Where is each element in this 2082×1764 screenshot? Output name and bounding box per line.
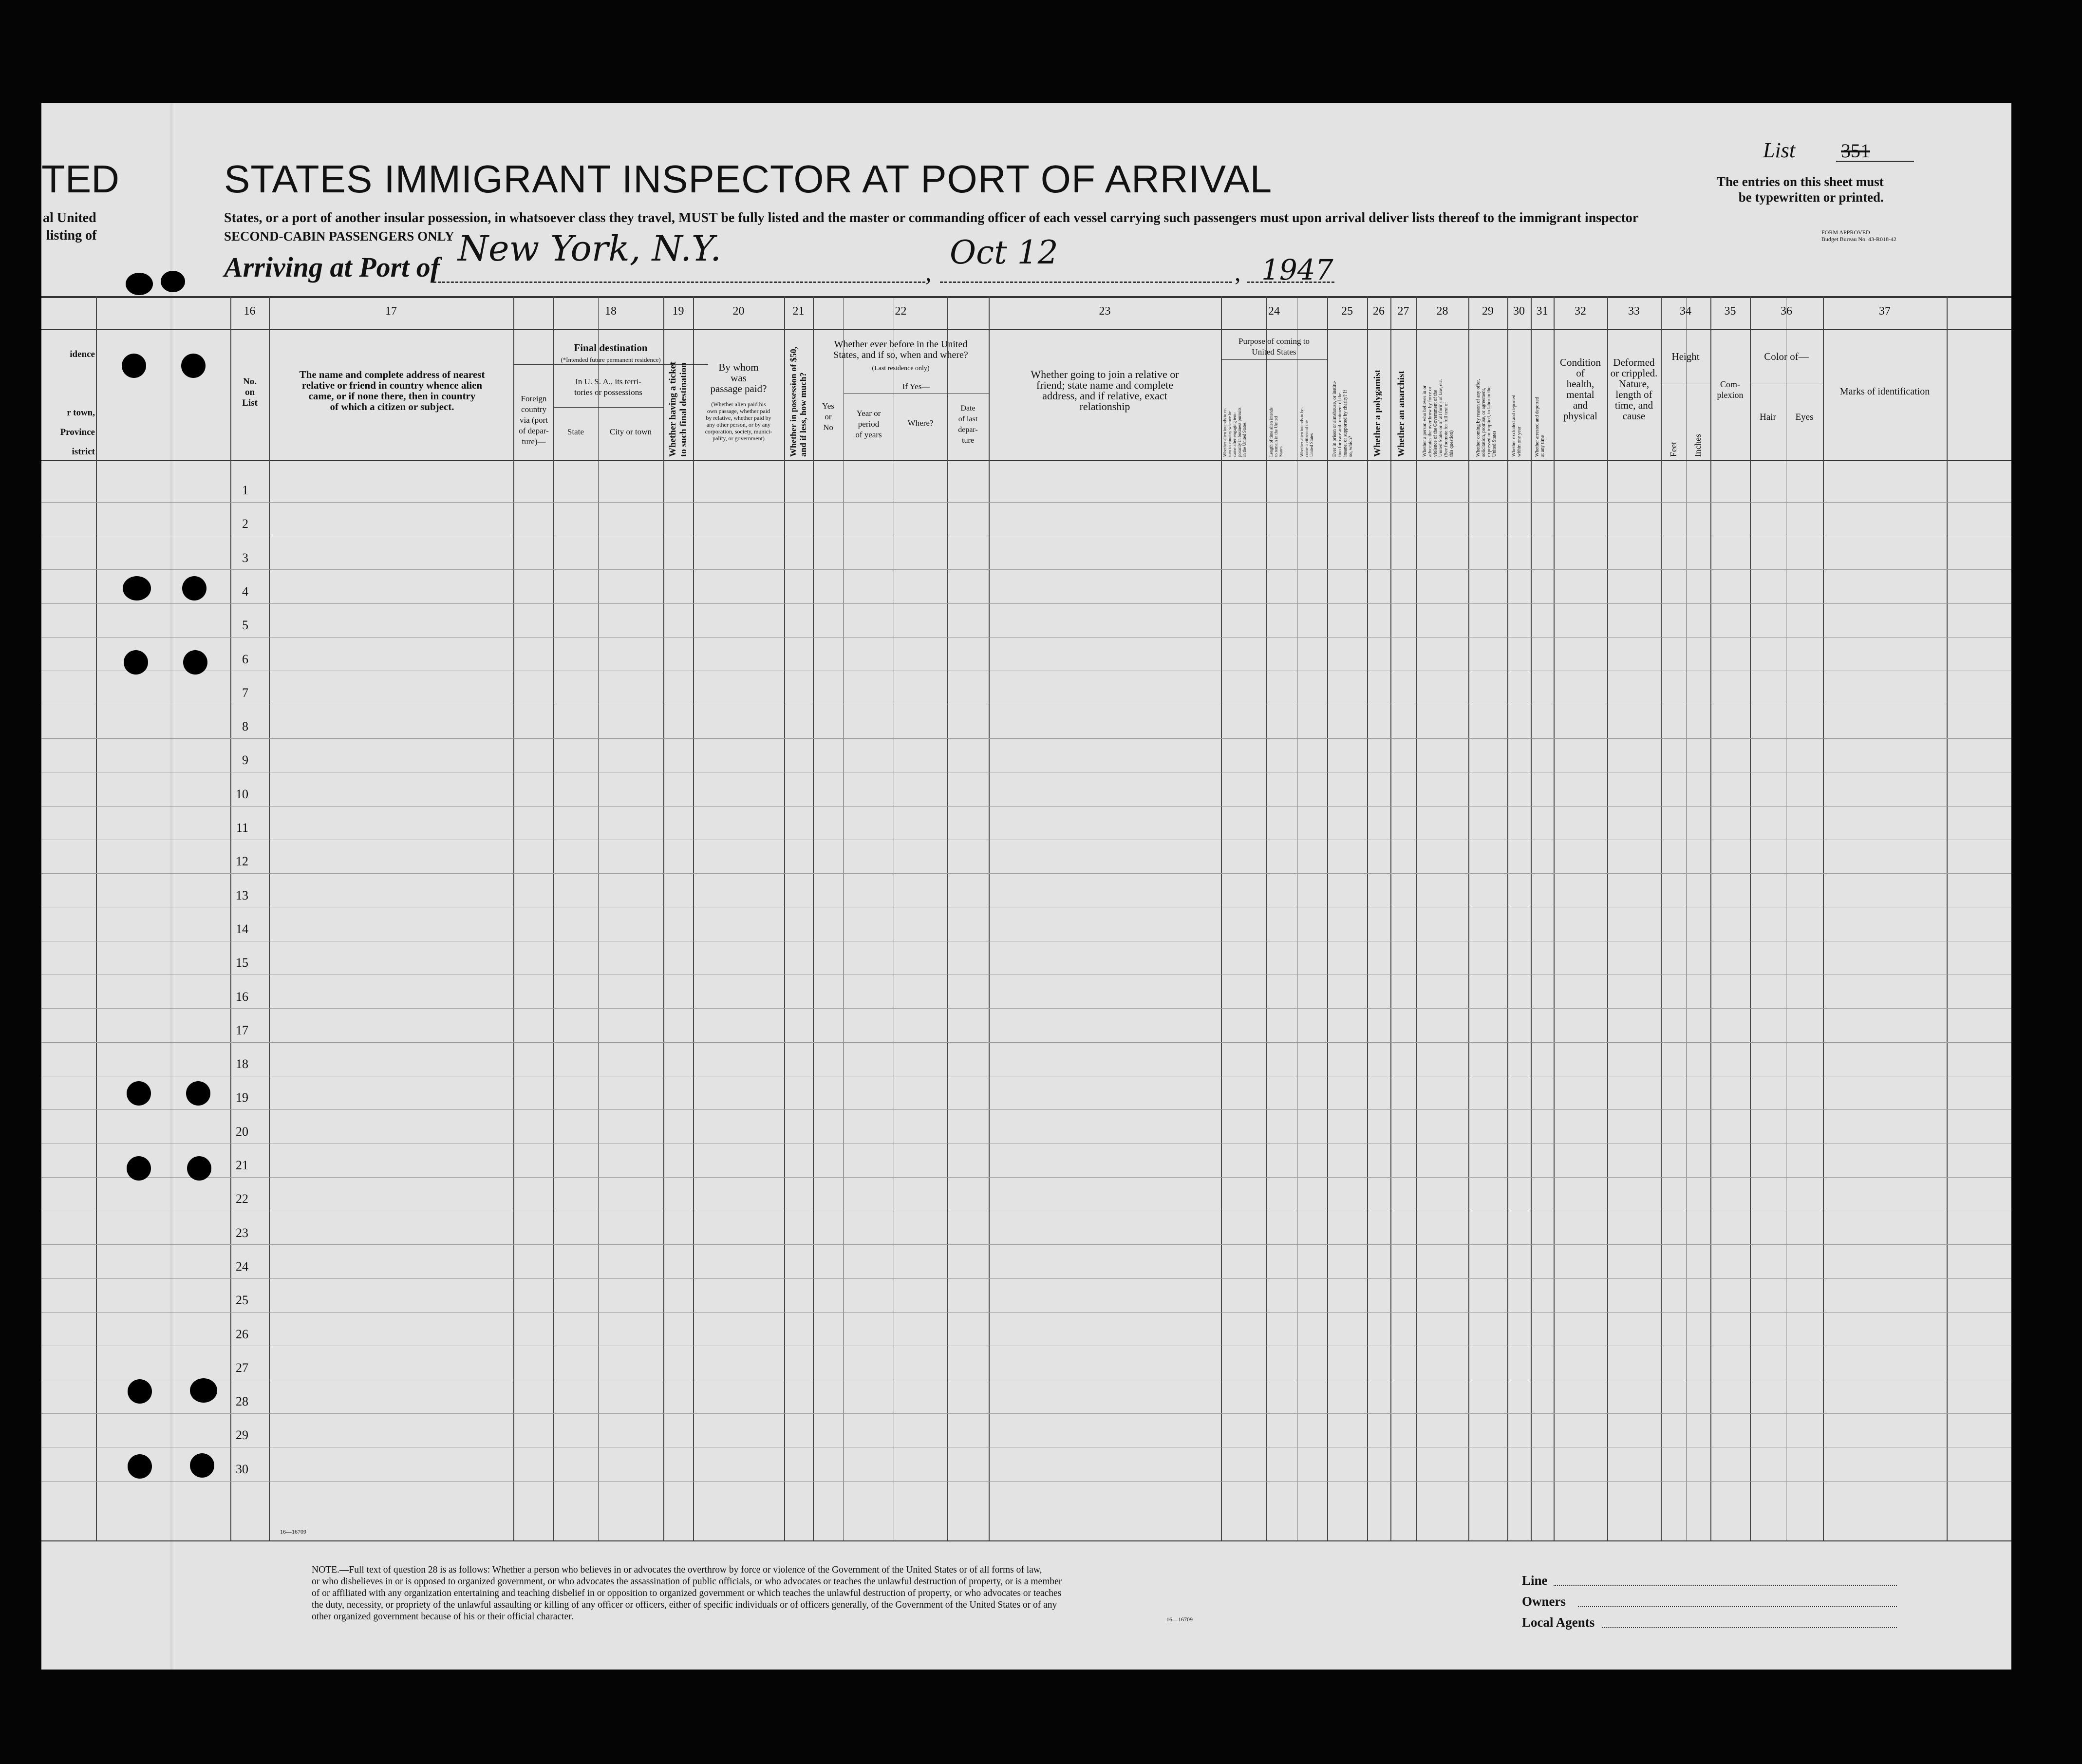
comma-separator: , (1235, 259, 1241, 286)
owners-label: Owners (1522, 1594, 1566, 1609)
money-header: Whether in possession of $50, and if less, how much? (788, 346, 808, 457)
question-28-footnote: NOTE.—Full text of question 28 is as follows: Whether a person who believes in or advocates the overthrow by force or violence of the Government of the United States or of all forms of law, or who disbelieves in or is opposed to organized government, or who advocates the assassination of public officials, or who advocates or teaches the unlawful destruction of property, or is a member of or affiliated with any organization entertaining and teaching disbelief in or opposition to organized government or which teaches the unlawful destruction of property, or who advocates or teaches the duty, necessity, or propriety of the unlawful assaulting or killing of any officer or officers, either of specific individuals or of officers generally, of the Government of the United States or of any other organized government because of his or their official character. (312, 1565, 1062, 1622)
col-line (1468, 296, 1469, 1540)
row-number: 27 (236, 1360, 248, 1375)
table-row (41, 1177, 2011, 1178)
form-number: 16—16709 (1166, 1616, 1193, 1623)
punch-hole (161, 271, 185, 292)
col-line (1661, 296, 1662, 1540)
punch-hole (182, 576, 206, 601)
previous-visit-header: Whether ever before in the United States, and if so, when and where? (833, 339, 968, 360)
column-number: 27 (1397, 305, 1409, 318)
passage-paid-header: By whom was passage paid? (710, 361, 767, 394)
complexion-header: Com- plexion (1717, 379, 1744, 400)
arrested-header: Whether arrested and deported at any time (1535, 397, 1545, 457)
col-line (1327, 296, 1328, 1540)
page-subtitle: States, or a port of another insular possession, in whatsoever class they travel, MUST be fully listed and the master or commanding officer of each vessel carrying such passengers must upon arrival deliver lists thereof to the immigrant inspector (224, 210, 1639, 225)
punch-hole (190, 1378, 217, 1403)
column-number: 31 (1536, 305, 1548, 318)
row-number: 5 (242, 618, 248, 633)
eyes-header: Eyes (1795, 412, 1814, 422)
col-line (1416, 296, 1417, 1540)
usa-territories-header: In U. S. A., its terri- tories or possessions (574, 377, 642, 397)
row-number: 3 (242, 550, 248, 565)
header-subline (1221, 359, 1327, 360)
column-number: 25 (1341, 305, 1353, 318)
column-number: 24 (1268, 305, 1280, 318)
header-bottom-border (41, 460, 2011, 461)
manifest-table (41, 296, 2011, 1540)
yes-no-header: Yes or No (822, 401, 834, 432)
column-number: 19 (672, 305, 684, 318)
column-number: 26 (1373, 305, 1385, 318)
passage-paid-subheader: (Whether alien paid his own passage, whether paid by relative, whether paid by any other person, or by any corporation, society, munici- pality, or government) (705, 401, 772, 442)
where-header: Where? (907, 418, 934, 428)
purpose-header: Purpose of coming to United States (1238, 337, 1310, 357)
table-row (41, 1278, 2011, 1279)
table-row (41, 569, 2011, 570)
column-number: 20 (732, 305, 745, 318)
col-line (1221, 296, 1222, 1540)
column-number-row-border (41, 329, 2011, 330)
column-number: 34 (1680, 305, 1691, 318)
row-number: 14 (236, 921, 248, 936)
row-number: 17 (236, 1023, 248, 1037)
cropped-title-fragment: TED (41, 157, 119, 201)
row-number: 18 (236, 1057, 248, 1071)
table-row (41, 873, 2011, 874)
col-line (947, 296, 948, 1540)
form-approved-note: FORM APPROVED Budget Bureau No. 43-R018-42 (1821, 229, 1896, 243)
row-number: 30 (236, 1462, 248, 1476)
table-bottom-border (41, 1540, 2011, 1541)
color-of-header: Color of— (1764, 351, 1809, 362)
prison-header: Ever in prison or almshouse, or institu- tion for care and treatment of the insane, or supported by charity? If so, which? (1332, 380, 1353, 457)
port-underline (433, 281, 925, 283)
hair-header: Hair (1760, 412, 1776, 422)
column-number: 35 (1724, 305, 1736, 318)
purpose-length-header: Length of time alien intends to remain in the United States (1269, 407, 1283, 457)
table-row (41, 1244, 2011, 1245)
agents-signature-line (1602, 1627, 1897, 1628)
col-line (1507, 296, 1508, 1540)
final-destination-subheader: (*Intended future permanent residence) (561, 356, 661, 363)
row-number: 26 (236, 1327, 248, 1341)
row-number: 21 (236, 1158, 248, 1172)
marks-identification-header: Marks of identification (1839, 386, 1930, 397)
row-number: 10 (236, 787, 248, 801)
row-number: 13 (236, 888, 248, 902)
anarchist-header: Whether an anarchist (1396, 371, 1407, 457)
list-number: 351 (1841, 140, 1870, 162)
table-row (41, 502, 2011, 503)
col-line (1554, 296, 1555, 1540)
punch-hole (122, 354, 146, 378)
table-row (41, 1481, 2011, 1482)
row-number: 12 (236, 854, 248, 869)
page-title: STATES IMMIGRANT INSPECTOR AT PORT OF ARRIVAL (224, 157, 1273, 201)
overthrow-header: Whether a person who believes in or advocates the overthrow by force or violence of the Government of the United States or of all forms of law, etc. (See footnote for full text of this question) (1422, 379, 1454, 457)
column-number: 29 (1482, 305, 1494, 318)
col-line (1266, 296, 1267, 1540)
table-row (41, 1042, 2011, 1043)
col-line (784, 296, 785, 1540)
column-number: 18 (605, 305, 617, 318)
year-value: 1947 (1261, 253, 1333, 286)
line-label: Line (1522, 1573, 1548, 1588)
row-number: 4 (242, 584, 248, 599)
row-number: 29 (236, 1428, 248, 1443)
row-number: 16 (236, 989, 248, 1004)
column-number: 37 (1879, 305, 1891, 318)
row-number: 22 (236, 1192, 248, 1206)
col-line (1750, 296, 1751, 1540)
column-number: 36 (1781, 305, 1792, 318)
form-number: 16—16709 (280, 1528, 306, 1535)
punch-hole (183, 650, 207, 675)
table-row (41, 1413, 2011, 1414)
row-number: 9 (242, 753, 248, 768)
column-number: 30 (1513, 305, 1525, 318)
list-number-header: No. on List (242, 376, 258, 408)
column-number: 32 (1575, 305, 1586, 318)
col-line (553, 296, 554, 1540)
col-line (513, 296, 514, 1540)
join-relative-header: Whether going to join a relative or friend; state name and complete address, and if relative, exact relationship (1031, 368, 1179, 413)
date-value: Oct 12 (950, 234, 1058, 271)
owners-signature-line (1578, 1606, 1897, 1607)
col-line (693, 296, 694, 1540)
column-number: 33 (1628, 305, 1640, 318)
table-row (41, 637, 2011, 638)
punch-hole (181, 354, 206, 378)
row-number: 24 (236, 1259, 248, 1274)
city-header: City or town (610, 427, 652, 436)
nearest-relative-header: The name and complete address of nearest relative or friend in country whence alien came, or if none there, then in country of which a citizen or subject. (299, 369, 485, 413)
punch-hole (128, 1454, 152, 1479)
health-header: Condition of health, mental and physical (1559, 357, 1601, 422)
col-line (1390, 296, 1391, 1540)
col-line (989, 296, 990, 1540)
column-number: 17 (385, 305, 397, 318)
year-period-header: Year or period of years (855, 409, 882, 439)
column-number: 16 (244, 305, 256, 318)
punch-hole (124, 650, 148, 675)
table-row (41, 1312, 2011, 1313)
if-yes-header: If Yes— (902, 382, 930, 391)
table-row (41, 603, 2011, 604)
entries-note: The entries on this sheet must be typewritten or printed. (1717, 174, 1884, 205)
row-number: 1 (242, 483, 248, 497)
deformed-header: Deformed or crippled. Nature, length of time, and cause (1610, 357, 1658, 422)
punch-hole (128, 1379, 152, 1404)
row-number: 15 (236, 956, 248, 970)
feet-header: Feet (1669, 442, 1678, 457)
table-row (41, 738, 2011, 739)
column-number: 22 (895, 305, 907, 318)
table-row (41, 1008, 2011, 1009)
ticket-header: Whether having a ticket to such final destination (668, 361, 689, 457)
col-line (269, 296, 270, 1540)
punch-hole (123, 576, 151, 601)
excluded-header: Whether excluded and deported within one year (1511, 394, 1522, 457)
line-signature-line (1554, 1585, 1897, 1586)
col-line (1823, 296, 1824, 1540)
row-number: 6 (242, 652, 248, 666)
col-line (96, 296, 97, 1540)
row-number: 8 (242, 719, 248, 734)
row-number: 2 (242, 517, 248, 531)
list-label: List (1763, 138, 1796, 162)
column-number: 23 (1099, 305, 1111, 318)
row-number: 28 (236, 1394, 248, 1409)
row-number: 25 (236, 1293, 248, 1308)
col-line (1367, 296, 1368, 1540)
col-line (663, 296, 664, 1540)
purpose-citizen-header: Whether alien intends to be- come a citizen of the United States (1299, 407, 1314, 457)
polygamist-header: Whether a polygamist (1372, 369, 1383, 457)
row-number: 23 (236, 1225, 248, 1240)
row-number: 11 (236, 821, 248, 835)
punch-hole (186, 1081, 210, 1106)
table-row (41, 806, 2011, 807)
punch-hole (126, 273, 153, 295)
agents-label: Local Agents (1522, 1615, 1595, 1630)
table-row (41, 1109, 2011, 1110)
date-departure-header: Date of last depar- ture (958, 404, 978, 445)
purpose-return-header: Whether alien intends to re- turn to country whence he came after engaging tem- porarily in business pursuits in the United States (1222, 407, 1247, 457)
table-top-border (41, 296, 2011, 298)
state-header: State (567, 427, 584, 436)
col-line (813, 296, 814, 1540)
column-number: 28 (1436, 305, 1448, 318)
final-destination-header: Final destination (574, 342, 648, 354)
cropped-subtitle-fragment: al United listing of (43, 210, 97, 243)
port-value: New York, N.Y. (458, 228, 721, 269)
labor-offer-header: Whether coming by reason of any offer, solicitation, promise, or agreement, expressed or implied, to labor in the United States (1476, 379, 1497, 457)
foreign-country-header: Foreign country via (port of depar- ture)— (519, 394, 549, 446)
cabin-class: SECOND-CABIN PASSENGERS ONLY (224, 229, 454, 244)
punch-hole (187, 1156, 211, 1181)
col-line (1607, 296, 1608, 1540)
row-number: 19 (236, 1090, 248, 1105)
date-underline (940, 281, 1232, 283)
row-number: 7 (242, 685, 248, 700)
punch-hole (190, 1453, 214, 1478)
row-number: 20 (236, 1124, 248, 1139)
port-label: Arriving at Port of (224, 251, 440, 283)
col-line (1531, 296, 1532, 1540)
header-subline (553, 407, 663, 408)
previous-visit-subheader: (Last residence only) (872, 365, 930, 372)
col-line (598, 296, 599, 1540)
punch-hole (127, 1156, 151, 1181)
col-line (1947, 296, 1948, 1540)
col-line (1710, 296, 1711, 1540)
comma-separator: , (925, 259, 932, 286)
cropped-residence-header: idence r town, Province istrict (60, 349, 95, 457)
inches-header: Inches (1693, 434, 1703, 457)
punch-hole (127, 1081, 151, 1106)
column-number: 21 (792, 305, 805, 318)
height-header: Height (1671, 351, 1700, 362)
